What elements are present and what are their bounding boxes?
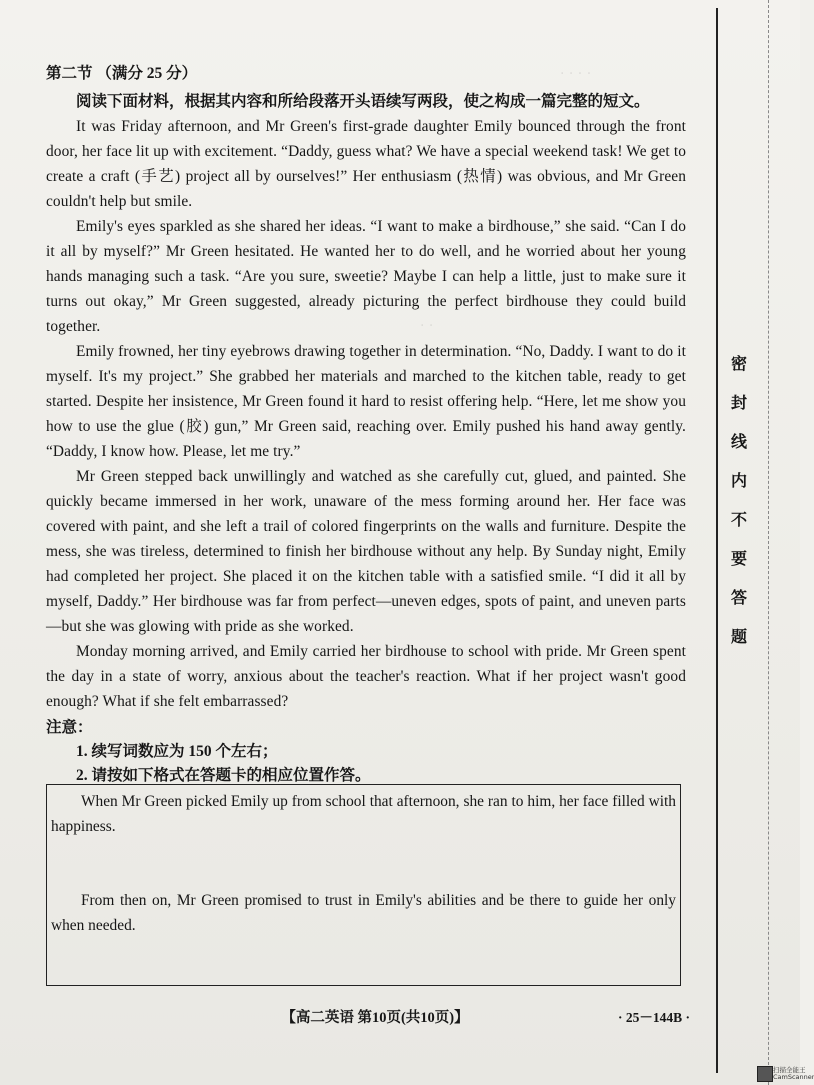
scanner-watermark-line2: CamScanner [773,1073,814,1081]
notes-title: 注意： [46,719,93,736]
binding-dashed-line [768,0,769,1085]
binding-char: 题 [730,629,747,646]
section-instruction: 阅读下面材料，根据其内容和所给段落开头语续写两段，使之构成一篇完整的短文。 [76,93,650,110]
exam-code: · 25－144B · [617,1010,690,1025]
binding-char: 不 [730,512,747,529]
scanner-watermark [773,1067,814,1081]
binding-line [716,8,718,1073]
binding-char: 封 [730,395,747,412]
story-paragraph-4: Mr Green stepped back unwillingly and watched as she carefully cut, glued, and painted. She quickly became immersed in her work, unaware of the mess forming around her. Her face was covered with paint, and she left a trail of colored fingerprints on the walls and furniture. Despite the mess, she was tireless, determined to finish her birdhouse without any help. By Sunday night, Emily had completed her project. She placed it on the kitchen table with a satisfied smile. “I did it all by myself, Daddy.” Her birdhouse was far from perfect—uneven edges, spots of paint, and uneven parts—but she was glowing with pride as she worked. [46,468,686,635]
story-paragraph-1: It was Friday afternoon, and Mr Green's first-grade daughter Emily bounced through the front door, her face lit up with excitement. “Daddy, guess what? We have a special weekend task! We get to create a craft (手艺) project all by ourselves!” Her enthusiasm (热情) was obvious, and Mr Green couldn't help but smile. [46,118,686,210]
binding-char: 答 [730,590,747,607]
story-paragraph-5: Monday morning arrived, and Emily carried her birdhouse to school with pride. Mr Green spent the day in a state of worry, anxious about the teacher's reaction. What if her project wasn't good enough? What if she felt embarrassed? [46,643,686,710]
binding-char: 要 [730,551,747,568]
answer-opening-paragraph-1: When Mr Green picked Emily up from school that afternoon, she ran to him, her face filled with happiness. [51,793,676,835]
binding-char: 内 [730,473,747,490]
note-item-2: 2. 请按如下格式在答题卡的相应位置作答。 [76,767,371,784]
section-heading: 第二节 （满分 25 分） [46,65,198,82]
story-paragraph-3: Emily frowned, her tiny eyebrows drawing together in determination. “No, Daddy. I want to do it myself. It's my project.” She grabbed her materials and marched to the kitchen table, ready to get started. Despite her insistence, Mr Green found it hard to resist offering help. “Here, let me show you how to use the glue (胶) gun,” Mr Green said, reaching over. Emily pushed his hand away gently. “Daddy, I know how. Please, let me try.” [46,343,686,460]
bleed-through-mark: · · · · [560,66,592,82]
binding-margin [708,0,800,1085]
note-item-1: 1. 续写词数应为 150 个左右； [76,743,278,760]
story-paragraph-2: Emily's eyes sparkled as she shared her ideas. “I want to make a birdhouse,” she said. “Can I do it all by myself?” Mr Green hesitated. He wanted her to do well, and he worried about her young hands managing such a task. “Are you sure, sweetie? Maybe I can help a little, just to make sure it turns out okay,” Mr Green suggested, already picturing the perfect birdhouse they could build together. [46,218,686,335]
page-footer: 【高二英语 第10页(共10页)】 [281,1010,469,1026]
binding-char: 密 [730,356,747,373]
question-section [46,62,686,788]
answer-format-box [46,784,681,986]
answer-opening-paragraph-2: From then on, Mr Green promised to trust in Emily's abilities and be there to guide her only when needed. [51,892,676,934]
binding-char: 线 [730,434,747,451]
scanner-logo-icon [757,1066,773,1082]
binding-notice [724,345,754,657]
scanner-watermark-line1: 扫描全能王 [773,1066,806,1074]
bleed-through-mark: · · [420,318,434,334]
